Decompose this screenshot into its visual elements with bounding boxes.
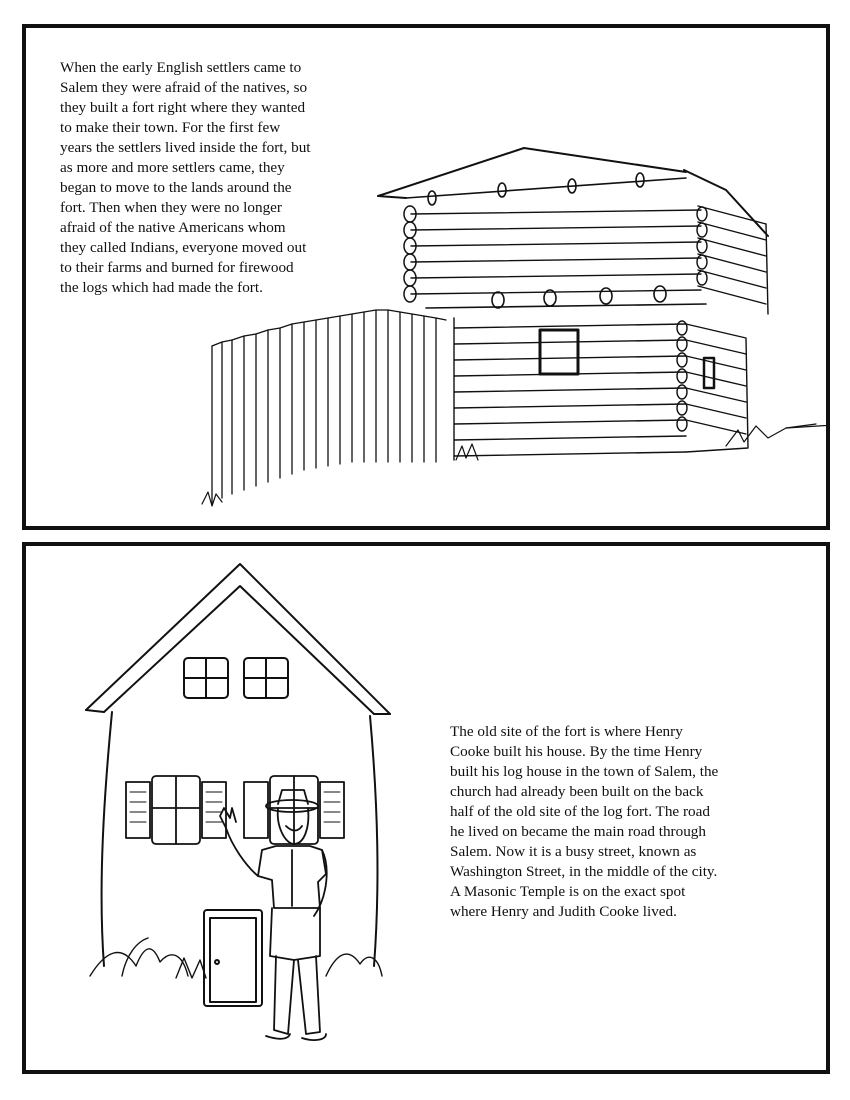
story-line: where Henry and Judith Cooke lived.: [450, 903, 677, 920]
story-line: church had already been built on the back: [450, 783, 704, 800]
story-line: A Masonic Temple is on the exact spot: [450, 883, 686, 900]
story-line: Cooke built his house. By the time Henry: [450, 743, 703, 760]
story-line: the logs which had made the fort.: [60, 279, 263, 296]
story-line: fort. Then when they were no longer: [60, 199, 282, 216]
log-fort-illustration: [26, 28, 826, 526]
story-line: afraid of the native Americans whom: [60, 219, 286, 236]
cooke-house-story-text: [450, 722, 790, 922]
story-line: half of the old site of the log fort. The road: [450, 803, 710, 820]
story-line: Washington Street, in the middle of the city.: [450, 863, 718, 880]
story-line: to their farms and burned for firewood: [60, 259, 294, 276]
story-line: When the early English settlers came to: [60, 59, 302, 76]
top-panel: [22, 24, 830, 530]
story-line: they built a fort right where they wanted: [60, 99, 306, 116]
story-line: Salem. Now it is a busy street, known as: [450, 843, 697, 860]
story-line: Salem they were afraid of the natives, so: [60, 79, 308, 96]
story-line: The old site of the fort is where Henry: [450, 723, 683, 740]
story-line: to make their town. For the first few: [60, 119, 281, 136]
bottom-panel: [22, 542, 830, 1074]
story-line: as more and more settlers came, they: [60, 159, 285, 176]
story-line: began to move to the lands around the: [60, 179, 292, 196]
story-line: he lived on became the main road through: [450, 823, 706, 840]
story-line: built his log house in the town of Salem, the: [450, 763, 719, 780]
story-line: years the settlers lived inside the fort, but: [60, 139, 311, 156]
story-line: they called Indians, everyone moved out: [60, 239, 307, 256]
